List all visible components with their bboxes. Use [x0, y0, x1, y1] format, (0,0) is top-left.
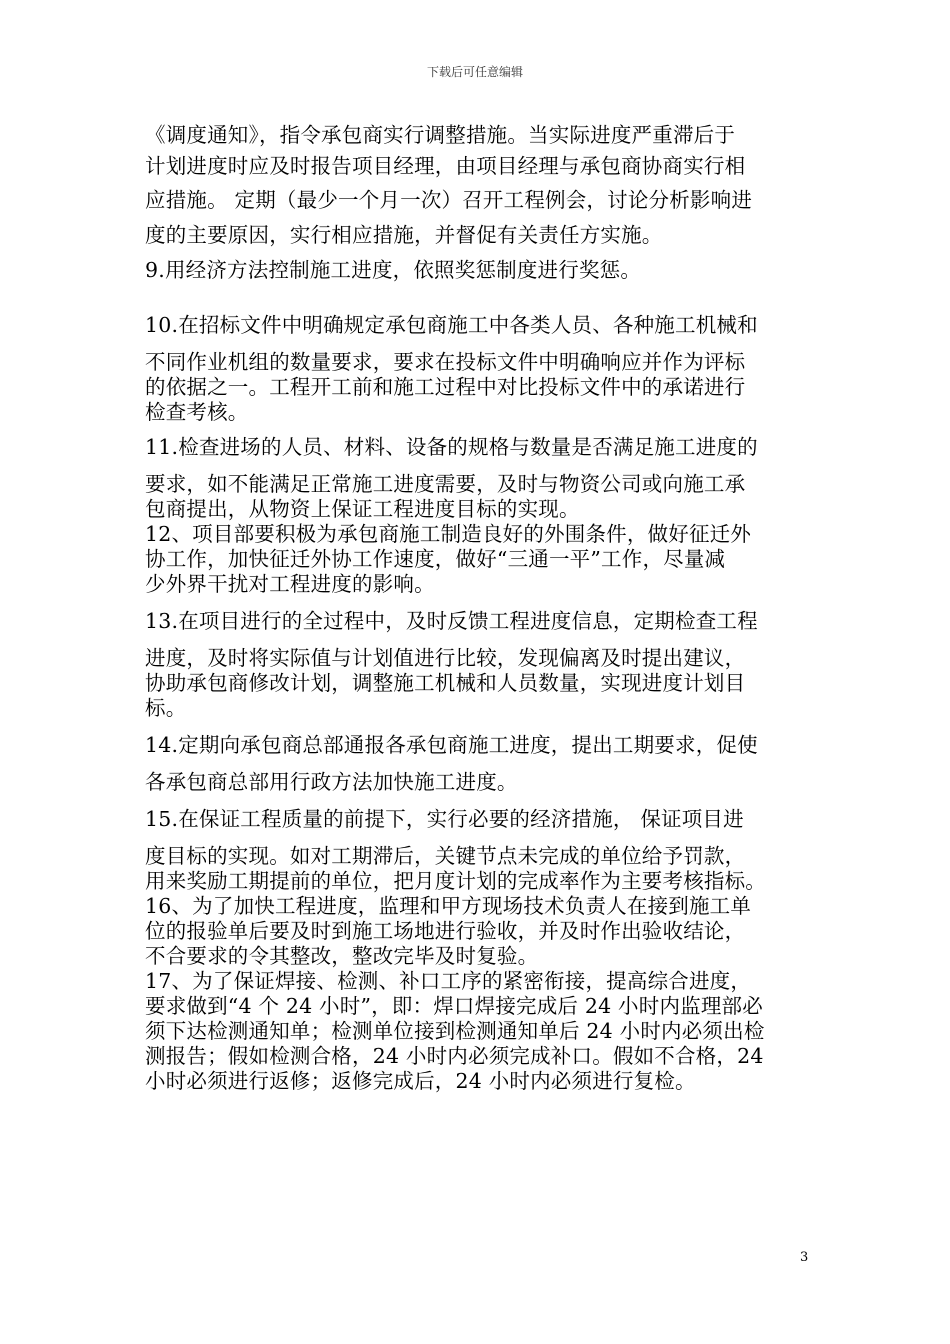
- body-line: 协助承包商修改计划，调整施工机械和人员数量，实现进度计划目: [145, 671, 746, 695]
- body-line: 要求做到“4 个 24 小时”，即：焊口焊接完成后 24 小时内监理部必: [145, 994, 763, 1018]
- body-line: 测报告；假如检测合格，24 小时内必须完成补口。假如不合格，24: [145, 1044, 764, 1068]
- body-line: 《调度通知》，指令承包商实行调整措施。当实际进度严重滞后于: [145, 123, 736, 147]
- body-line: 计划进度时应及时报告项目经理，由项目经理与承包商协商实行相: [145, 154, 746, 178]
- body-line: 须下达检测通知单；检测单位接到检测通知单后 24 小时内必须出检: [145, 1019, 765, 1043]
- body-line: 16、为了加快工程进度，监理和甲方现场技术负责人在接到施工单: [145, 894, 752, 918]
- body-line: 各承包商总部用行政方法加快施工进度。: [145, 770, 518, 794]
- body-line: 进度，及时将实际值与计划值进行比较，发现偏离及时提出建议，: [145, 646, 746, 670]
- body-line: 位的报验单后要及时到施工场地进行验收，并及时作出验收结论，: [145, 919, 746, 943]
- body-line: 检查考核。: [145, 400, 249, 424]
- body-line: 度的主要原因，实行相应措施，并督促有关责任方实施。: [145, 223, 663, 247]
- body-line: 用来奖励工期提前的单位，把月度计划的完成率作为主要考核指标。: [145, 869, 766, 893]
- body-line: 小时必须进行返修；返修完成后，24 小时内必须进行复检。: [145, 1069, 696, 1093]
- body-line: 少外界干扰对工程进度的影响。: [145, 572, 435, 596]
- body-line: 不同作业机组的数量要求，要求在投标文件中明确响应并作为评标: [145, 350, 746, 374]
- body-line: 包商提出，从物资上保证工程进度目标的实现。: [145, 497, 580, 521]
- body-line: 标。: [145, 696, 187, 720]
- body-line: 应措施。 定期（最少一个月一次）召开工程例会，讨论分析影响进: [145, 188, 753, 212]
- page-header: 下载后可任意编辑: [426, 65, 523, 79]
- body-line: 协工作，加快征迁外协工作速度，做好“三通一平”工作，尽量减: [145, 547, 726, 571]
- body-line: 15.在保证工程质量的前提下，实行必要的经济措施， 保证项目进: [145, 807, 744, 831]
- body-line: 14.定期向承包商总部通报各承包商施工进度，提出工期要求，促使: [145, 733, 758, 757]
- page-number: 3: [800, 1250, 809, 1265]
- body-line: 不合要求的令其整改，整改完毕及时复验。: [145, 944, 539, 968]
- body-line: 12、项目部要积极为承包商施工制造良好的外围条件，做好征迁外: [145, 522, 752, 546]
- body-line: 13.在项目进行的全过程中，及时反馈工程进度信息，定期检查工程: [145, 609, 758, 633]
- body-line: 11.检查进场的人员、材料、设备的规格与数量是否满足施工进度的: [145, 435, 758, 459]
- body-line: 要求，如不能满足正常施工进度需要，及时与物资公司或向施工承: [145, 472, 746, 496]
- body-line: 10.在招标文件中明确规定承包商施工中各类人员、各种施工机械和: [145, 313, 758, 337]
- body-line: 的依据之一。工程开工前和施工过程中对比投标文件中的承诺进行: [145, 375, 746, 399]
- body-line: 17、为了保证焊接、检测、补口工序的紧密衔接，提高综合进度，: [145, 969, 752, 993]
- body-line: 度目标的实现。如对工期滞后，关键节点未完成的单位给予罚款，: [145, 844, 746, 868]
- body-line: 9.用经济方法控制施工进度，依照奖惩制度进行奖惩。: [145, 258, 642, 282]
